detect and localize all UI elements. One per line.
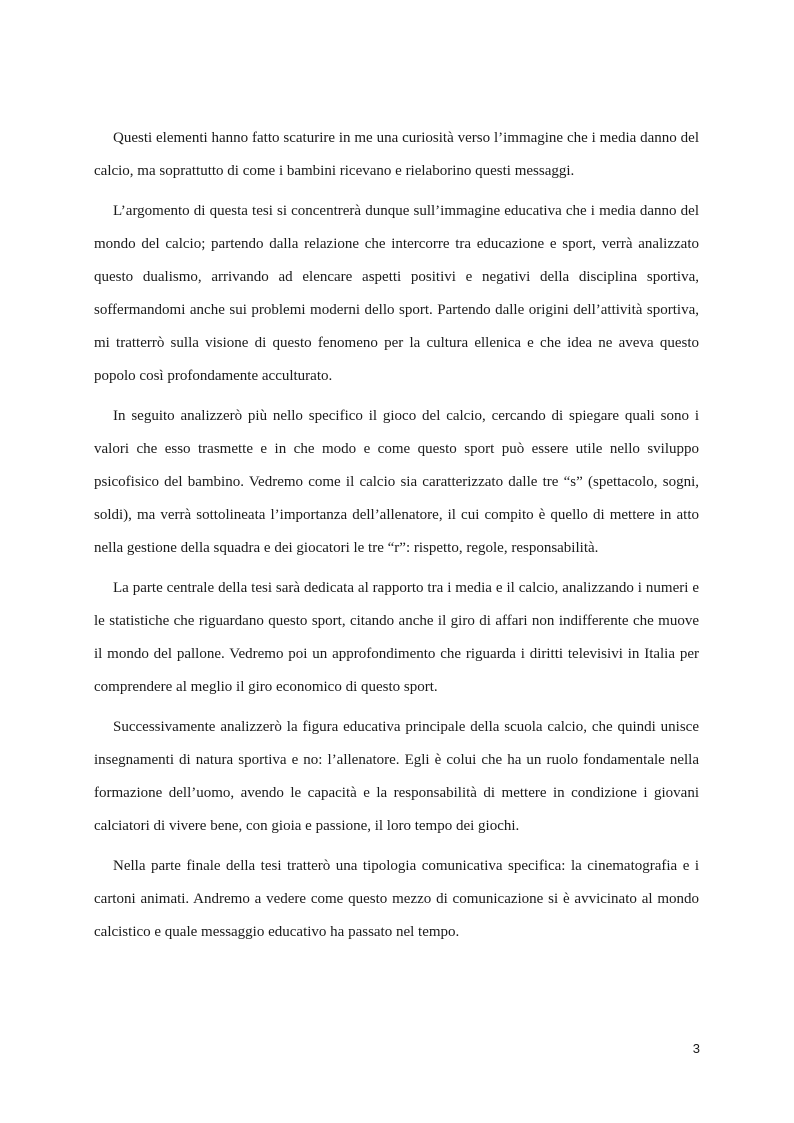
paragraph-3: In seguito analizzerò più nello specifico il gioco del calcio, cercando di spiegare quali sono i valori che esso trasmette e in che modo e come questo sport può essere utile nello sviluppo psicofisico del bambino. Vedremo come il calcio sia caratterizzato dalle tre “s” (spettacolo, sogni, soldi), ma verrà sottolineata l’importanza dell’allenatore, il cui compito è quello di mettere in atto nella gestione della squadra e dei giocatori le tre “r”: rispetto, regole, responsabilità. xyxy=(94,408,699,556)
body-text xyxy=(94,122,699,956)
page-number: 3 xyxy=(692,1041,700,1056)
paragraph-2: L’argomento di questa tesi si concentrerà dunque sull’immagine educativa che i media danno del mondo del calcio; partendo dalla relazione che intercorre tra educazione e sport, verrà analizzato questo dualismo, arrivando ad elencare aspetti positivi e negativi della disciplina sportiva, soffermandomi anche sui problemi moderni dello sport. Partendo dalle origini dell’attività sportiva, mi tratterrò sulla visione di questo fenomeno per la cultura ellenica e che idea ne aveva questo popolo così profondamente acculturato. xyxy=(94,203,699,384)
paragraph-6: Nella parte finale della tesi tratterò una tipologia comunicativa specifica: la cinematografia e i cartoni animati. Andremo a vedere come questo mezzo di comunicazione si è avvicinato al mondo calcistico e quale messaggio educativo ha passato nel tempo. xyxy=(94,858,699,940)
paragraph-1: Questi elementi hanno fatto scaturire in me una curiosità verso l’immagine che i media danno del calcio, ma soprattutto di come i bambini ricevano e rielaborino questi messaggi. xyxy=(94,130,699,179)
paragraph-4: La parte centrale della tesi sarà dedicata al rapporto tra i media e il calcio, analizzando i numeri e le statistiche che riguardano questo sport, citando anche il giro di affari non indifferente che muove il mondo del pallone. Vedremo poi un approfondimento che riguarda i diritti televisivi in Italia per comprendere al meglio il giro economico di questo sport. xyxy=(94,580,699,695)
paragraph-5: Successivamente analizzerò la figura educativa principale della scuola calcio, che quindi unisce insegnamenti di natura sportiva e no: l’allenatore. Egli è colui che ha un ruolo fondamentale nella formazione dell’uomo, avendo le capacità e la responsabilità di mettere in condizione i giovani calciatori di vivere bene, con gioia e passione, il loro tempo dei giochi. xyxy=(94,719,699,834)
